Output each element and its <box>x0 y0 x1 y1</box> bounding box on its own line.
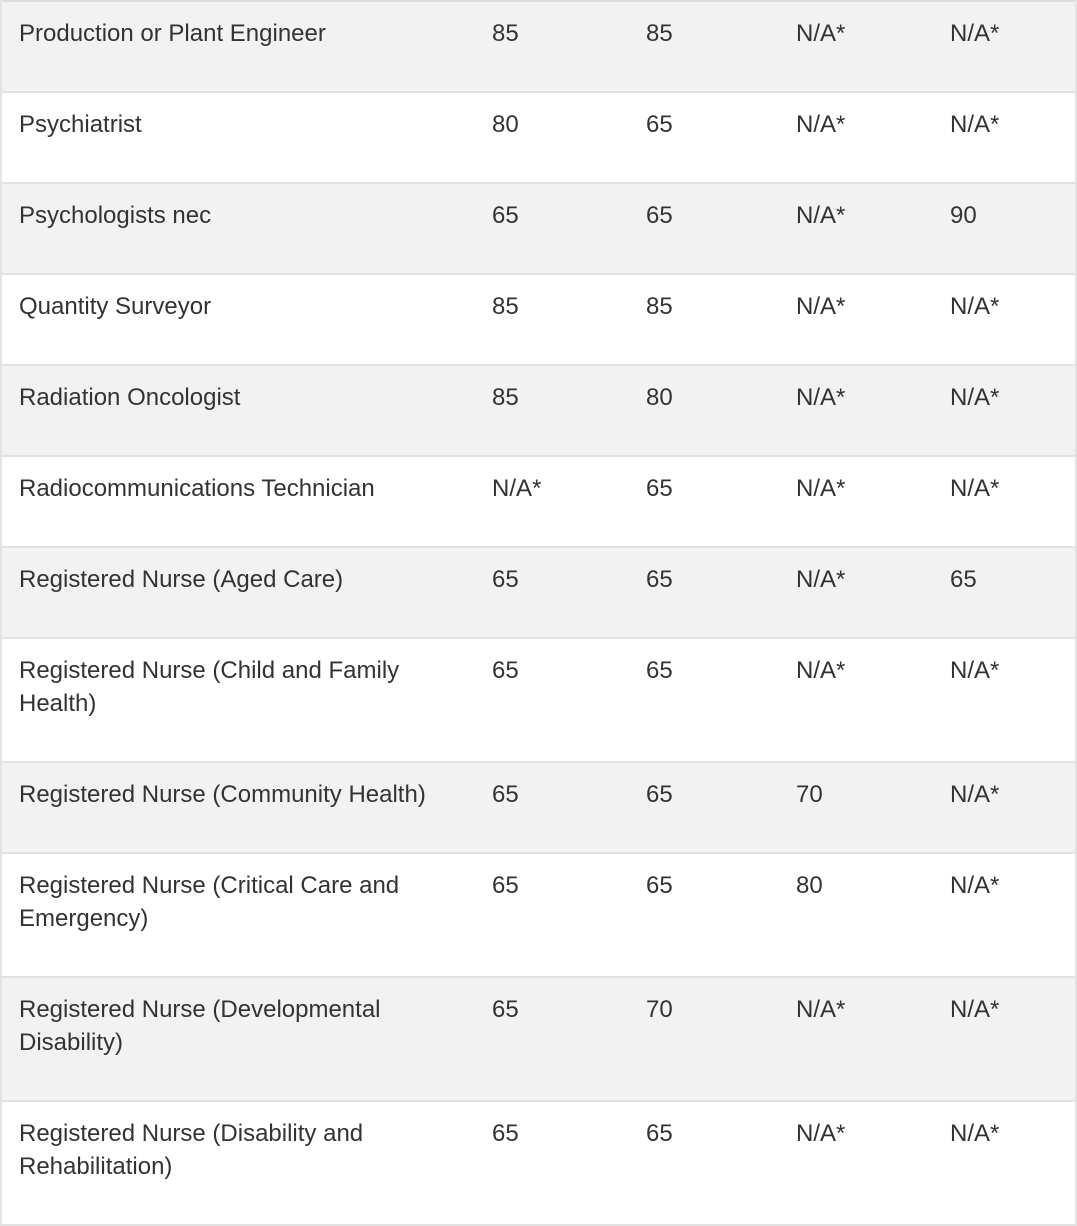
points-cell: 65 <box>646 872 673 899</box>
points-cell: N/A* <box>950 384 1000 411</box>
points-cell: 65 <box>492 566 519 593</box>
points-cell: 65 <box>492 1120 519 1147</box>
points-cell: 65 <box>492 202 519 229</box>
table-row <box>2 978 1075 1102</box>
points-cell: N/A* <box>950 475 1000 502</box>
points-cell: 65 <box>646 657 673 684</box>
points-cell: N/A* <box>796 20 846 47</box>
table-row <box>2 457 1075 548</box>
points-cell: 65 <box>492 657 519 684</box>
points-cell: N/A* <box>950 996 1000 1023</box>
points-cell: 70 <box>796 781 823 808</box>
points-cell: N/A* <box>796 1120 846 1147</box>
points-cell: 65 <box>492 781 519 808</box>
points-cell: 65 <box>646 781 673 808</box>
occupation-cell: Registered Nurse (Disability and Rehabilitation) <box>19 1120 364 1180</box>
points-cell: N/A* <box>492 475 542 502</box>
table-row <box>2 548 1075 639</box>
points-cell: 85 <box>492 293 519 320</box>
points-cell: N/A* <box>950 1120 1000 1147</box>
points-cell: N/A* <box>796 996 846 1023</box>
table-row <box>2 1102 1075 1226</box>
points-cell: 80 <box>796 872 823 899</box>
points-cell: N/A* <box>796 111 846 138</box>
table-row <box>2 2 1075 93</box>
table-row <box>2 854 1075 978</box>
occupation-cell: Registered Nurse (Aged Care) <box>19 566 344 593</box>
points-cell: 65 <box>950 566 977 593</box>
table-row <box>2 184 1075 275</box>
occupation-cell: Radiation Oncologist <box>19 384 241 411</box>
points-cell: 65 <box>646 111 673 138</box>
points-cell: N/A* <box>950 293 1000 320</box>
points-cell: 85 <box>492 20 519 47</box>
points-cell: 65 <box>492 996 519 1023</box>
occupation-cell: Radiocommunications Technician <box>19 475 375 502</box>
points-cell: 65 <box>492 872 519 899</box>
points-cell: 65 <box>646 566 673 593</box>
table-row <box>2 366 1075 457</box>
occupation-cell: Quantity Surveyor <box>19 293 212 320</box>
table-row <box>2 639 1075 763</box>
occupation-cell: Registered Nurse (Child and Family Health) <box>19 657 400 717</box>
points-cell: 70 <box>646 996 673 1023</box>
points-cell: N/A* <box>950 20 1000 47</box>
occupation-cell: Registered Nurse (Developmental Disability) <box>19 996 381 1056</box>
points-cell: N/A* <box>950 111 1000 138</box>
points-cell: 65 <box>646 1120 673 1147</box>
points-cell: 80 <box>492 111 519 138</box>
table-row <box>2 93 1075 184</box>
points-cell: 65 <box>646 475 673 502</box>
points-cell: 85 <box>646 20 673 47</box>
table-row <box>2 763 1075 854</box>
points-cell: N/A* <box>796 384 846 411</box>
points-cell: N/A* <box>950 657 1000 684</box>
points-cell: N/A* <box>796 657 846 684</box>
table-row <box>2 275 1075 366</box>
occupation-cell: Registered Nurse (Critical Care and Emergency) <box>19 872 400 932</box>
points-cell: 90 <box>950 202 977 229</box>
occupation-cell: Psychologists nec <box>19 202 212 229</box>
points-cell: N/A* <box>796 566 846 593</box>
points-cell: 85 <box>492 384 519 411</box>
occupation-cell: Production or Plant Engineer <box>19 20 326 47</box>
points-cell: 80 <box>646 384 673 411</box>
occupation-cell: Psychiatrist <box>19 111 142 138</box>
points-cell: 65 <box>646 202 673 229</box>
points-cell: N/A* <box>950 872 1000 899</box>
points-cell: 85 <box>646 293 673 320</box>
points-cell: N/A* <box>950 781 1000 808</box>
points-cell: N/A* <box>796 475 846 502</box>
occupation-cell: Registered Nurse (Community Health) <box>19 781 426 808</box>
points-cell: N/A* <box>796 202 846 229</box>
points-cell: N/A* <box>796 293 846 320</box>
